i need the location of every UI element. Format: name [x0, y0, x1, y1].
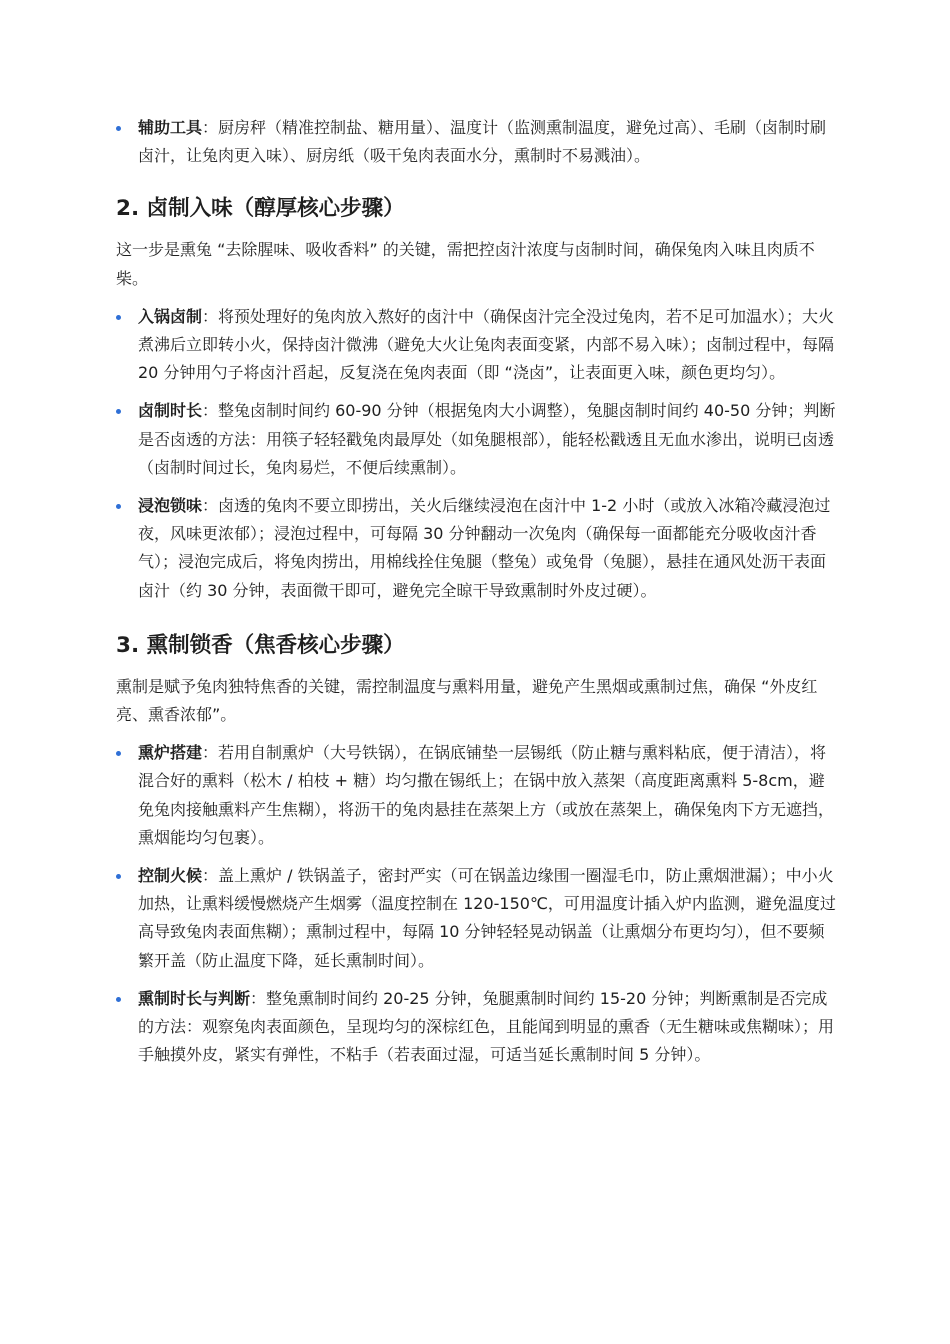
section-intro-marinating: 这一步是熏兔 “去除腥味、吸收香料” 的关键，需把控卤汁浓度与卤制时间，确保兔肉入味且肉质不柴。 — [116, 240, 815, 288]
list-item-text: ：整兔熏制时间约 20-25 分钟，兔腿熏制时间约 15-20 分钟；判断熏制是否完成的方法：观察兔肉表面颜色，呈现均匀的深棕红色，且能闻到明显的熏香（无生糖味或焦糊味）；用手触摸外皮，紧实有弹性，不粘手（若表面过湿，可适当延长熏制时间 5 分钟）。 — [138, 988, 835, 1065]
list-item-text: ：将预处理好的兔肉放入熬好的卤汁中（确保卤汁完全没过兔肉，若不足可加温水）；大火煮沸后立即转小火，保持卤汁微沸（避免大火让兔肉表面变紧，内部不易入味）；卤制过程中，每隔 20 分钟用勺子将卤汁舀起，反复浇在兔肉表面（即 “浇卤”，让表面更入味，颜色更均匀）。 — [138, 306, 835, 383]
list-item-key: 控制火候 — [138, 866, 203, 886]
section-heading-smoking: 3. 熏制锁香（焦香核心步骤） — [116, 632, 405, 658]
list-item-key: 入锅卤制 — [138, 306, 203, 326]
list-item — [116, 303, 837, 388]
list-item-key: 辅助工具 — [138, 118, 203, 137]
list-item-auxiliary-tools — [116, 114, 837, 170]
list-item — [116, 397, 837, 482]
list-item-key: 卤制时长 — [138, 401, 203, 421]
list-item-key: 熏炉搭建 — [138, 743, 203, 763]
list-item-text: ：若用自制熏炉（大号铁锅），在锅底铺垫一层锡纸（防止糖与熏料粘底，便于清洁），将混合好的熏料（松木 / 柏枝 + 糖）均匀撒在锡纸上；在锅中放入蒸架（高度距离熏料 5-8cm，避免兔肉接触熏料产生焦糊），将沥干的兔肉悬挂在蒸架上方（或放在蒸架上，确保兔肉下方无遮挡，熏烟能均匀包裹）。 — [138, 743, 835, 847]
section-intro-smoking: 熏制是赋予兔肉独特焦香的关键，需控制温度与熏料用量，避免产生黑烟或熏制过焦，确保 “外皮红亮、熏香浓郁”。 — [116, 676, 818, 725]
list-item-key: 浸泡锁味 — [138, 496, 203, 516]
list-item-text: ：厨房秤（精准控制盐、糖用量）、温度计（监测熏制温度，避免过高）、毛刷（卤制时刷卤汁，让兔肉更入味）、厨房纸（吸干兔肉表面水分，熏制时不易溅油）。 — [138, 118, 827, 166]
list-item-text: ：盖上熏炉 / 铁锅盖子，密封严实（可在锅盖边缘围一圈湿毛巾，防止熏烟泄漏）；中小火加热，让熏料缓慢燃烧产生烟雾（温度控制在 120-150℃，可用温度计插入炉内监测，避免温度过高导致兔肉表面焦糊）；熏制过程中，每隔 10 分钟轻轻晃动锅盖（让熏烟分布更均匀），但不要频繁开盖（防止温度下降，延长熏制时间）。 — [138, 866, 836, 970]
list-item — [116, 492, 837, 605]
list-item-key: 熏制时长与判断 — [138, 988, 251, 1008]
section-heading-marinating: 2. 卤制入味（醇厚核心步骤） — [116, 196, 405, 222]
list-item-text: ：整兔卤制时间约 60-90 分钟（根据兔肉大小调整），兔腿卤制时间约 40-50 分钟；判断是否卤透的方法：用筷子轻轻戳兔肉最厚处（如兔腿根部），能轻松戳透且无血水渗出，说明已卤透（卤制时间过长，兔肉易烂，不便后续熏制）。 — [138, 401, 836, 477]
list-item — [116, 985, 837, 1070]
list-item — [116, 739, 837, 852]
list-item-text: ：卤透的兔肉不要立即捞出，关火后继续浸泡在卤汁中 1-2 小时（或放入冰箱冷藏浸泡过夜，风味更浓郁）；浸泡过程中，可每隔 30 分钟翻动一次兔肉（确保每一面都能充分吸收卤汁香气）；浸泡完成后，将兔肉捞出，用棉线拴住兔腿（整兔）或兔骨（兔腿），悬挂在通风处沥干表面卤汁（约 30 分钟，表面微干即可，避免完全晾干导致熏制时外皮过硬）。 — [138, 496, 831, 600]
list-item — [116, 862, 837, 975]
